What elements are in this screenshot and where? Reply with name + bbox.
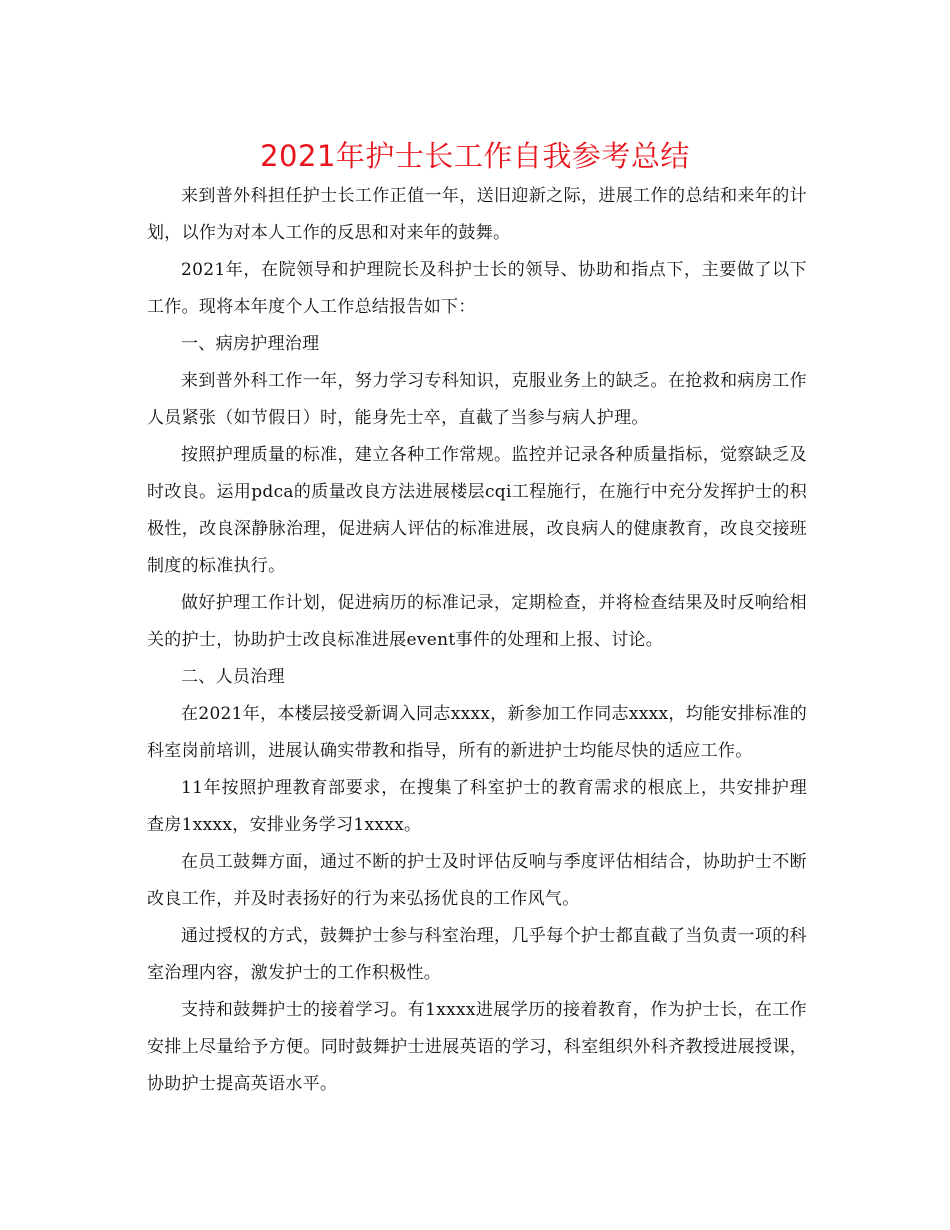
paragraph: 在员工鼓舞方面，通过不断的护士及时评估反响与季度评估相结合，协助护士不断改良工作，并及时表扬好的行为来弘扬优良的工作风气。 xyxy=(147,852,807,909)
document-title: 2021年护士长工作自我参考总结 xyxy=(260,139,690,173)
paragraph: 2021年，在院领导和护理院长及科护士长的领导、协助和指点下，主要做了以下工作。现将本年度个人工作总结报告如下： xyxy=(147,260,807,317)
paragraph: 做好护理工作计划，促进病历的标准记录，定期检查，并将检查结果及时反响给相关的护士，协助护士改良标准进展event事件的处理和上报、讨论。 xyxy=(147,593,807,650)
paragraph: 按照护理质量的标准，建立各种工作常规。监控并记录各种质量指标，觉察缺乏及时改良。运用pdca的质量改良方法进展楼层cqi工程施行，在施行中充分发挥护士的积极性，改良深静脉治理，促进病人评估的标准进展，改良病人的健康教育，改良交接班制度的标准执行。 xyxy=(147,445,807,576)
section-heading: 二、人员治理 xyxy=(181,667,285,687)
paragraph: 来到普外科工作一年，努力学习专科知识，克服业务上的缺乏。在抢救和病房工作人员紧张（如节假日）时，能身先士卒，直截了当参与病人护理。 xyxy=(147,371,807,428)
paragraph: 支持和鼓舞护士的接着学习。有1xxxx进展学历的接着教育，作为护士长，在工作安排上尽量给予方便。同时鼓舞护士进展英语的学习，科室组织外科齐教授进展授课，协助护士提高英语水平。 xyxy=(147,1000,807,1094)
section-heading: 一、病房护理治理 xyxy=(181,334,320,354)
document-body xyxy=(147,178,807,1103)
paragraph: 在2021年，本楼层接受新调入同志xxxx，新参加工作同志xxxx，均能安排标准的科室岗前培训，进展认确实带教和指导，所有的新进护士均能尽快的适应工作。 xyxy=(147,704,807,761)
paragraph: 11年按照护理教育部要求，在搜集了科室护士的教育需求的根底上，共安排护理查房1xxxx，安排业务学习1xxxx。 xyxy=(147,778,807,835)
paragraph: 通过授权的方式，鼓舞护士参与科室治理，几乎每个护士都直截了当负责一项的科室治理内容，激发护士的工作积极性。 xyxy=(147,926,807,983)
paragraph: 来到普外科担任护士长工作正值一年，送旧迎新之际，进展工作的总结和来年的计划，以作为对本人工作的反思和对来年的鼓舞。 xyxy=(147,186,807,243)
